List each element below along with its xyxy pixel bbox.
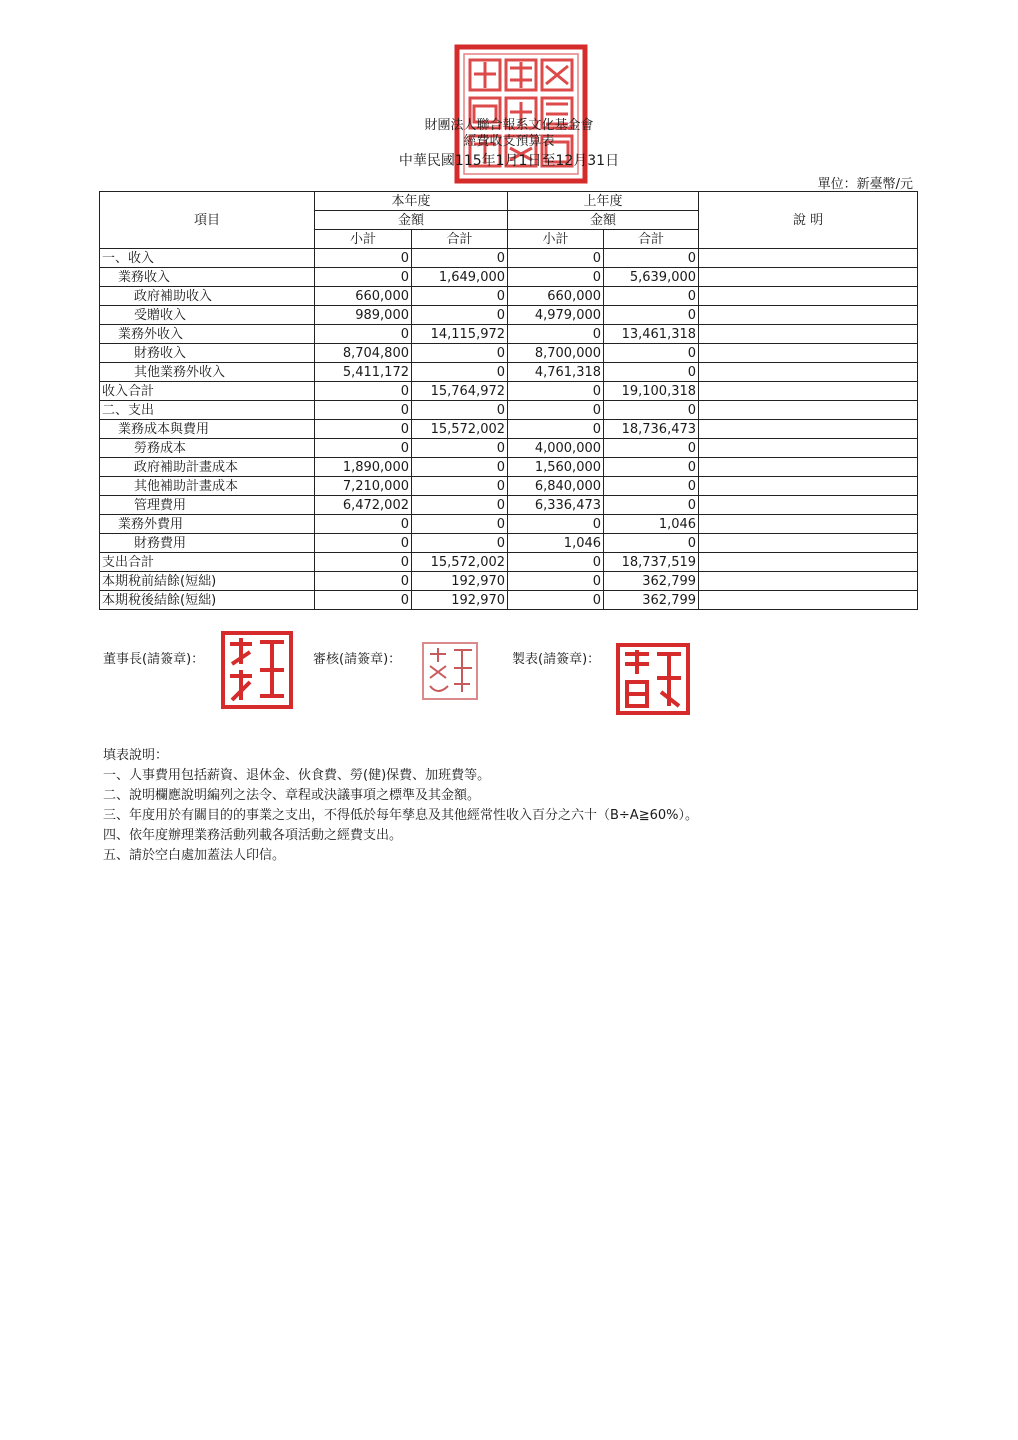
prev-subtotal: 0: [508, 515, 604, 534]
prev-total: 13,461,318: [604, 325, 699, 344]
table-row: [100, 591, 918, 610]
remark: [699, 477, 918, 496]
current-subtotal: 0: [315, 515, 412, 534]
prev-total: 1,046: [604, 515, 699, 534]
prev-total: 362,799: [604, 572, 699, 591]
header-amount-prev: 金額: [508, 211, 699, 230]
header-amount-current: 金額: [315, 211, 508, 230]
note-item-5: 五、請於空白處加蓋法人印信。: [103, 848, 286, 863]
remark: [699, 363, 918, 382]
current-total: 0: [412, 401, 508, 420]
header-subtotal-prev: 小計: [508, 230, 604, 249]
row-label: 支出合計: [100, 553, 315, 572]
table-row: [100, 458, 918, 477]
header-prev-year: 上年度: [508, 192, 699, 211]
chairman-sign-label: 董事長(請簽章)：: [103, 652, 205, 667]
prev-subtotal: 4,000,000: [508, 439, 604, 458]
prev-subtotal: 4,761,318: [508, 363, 604, 382]
current-total: 0: [412, 515, 508, 534]
current-total: 192,970: [412, 591, 508, 610]
prev-total: 0: [604, 534, 699, 553]
header-item: 項目: [100, 192, 315, 249]
note-item-2: 二、說明欄應說明編列之法令、章程或決議事項之標準及其金額。: [103, 788, 481, 803]
remark: [699, 439, 918, 458]
table-row: [100, 382, 918, 401]
table-row: [100, 515, 918, 534]
table-row: [100, 249, 918, 268]
remark: [699, 515, 918, 534]
current-total: 0: [412, 344, 508, 363]
remark: [699, 591, 918, 610]
remark: [699, 553, 918, 572]
current-total: 14,115,972: [412, 325, 508, 344]
prev-total: 0: [604, 401, 699, 420]
note-item-3: 三、年度用於有關目的的事業之支出，不得低於每年孳息及其他經常性收入百分之六十（B÷A≧60%）。: [103, 808, 698, 823]
row-label: 管理費用: [100, 496, 315, 515]
table-row: [100, 325, 918, 344]
table-row: [100, 363, 918, 382]
row-label: 業務外費用: [100, 515, 315, 534]
preparer-sign-label: 製表(請簽章)：: [512, 652, 601, 667]
remark: [699, 420, 918, 439]
preparer-seal: [615, 642, 691, 716]
prev-subtotal: 1,046: [508, 534, 604, 553]
remark: [699, 458, 918, 477]
current-total: 0: [412, 363, 508, 382]
notes-heading: 填表說明：: [103, 748, 169, 763]
note-item-1: 一、人事費用包括薪資、退休金、伙食費、勞(健)保費、加班費等。: [103, 768, 491, 783]
currency-unit: 單位：新臺幣/元: [817, 177, 913, 192]
remark: [699, 325, 918, 344]
prev-total: 0: [604, 287, 699, 306]
remark: [699, 287, 918, 306]
row-label: 勞務成本: [100, 439, 315, 458]
header-total-current: 合計: [412, 230, 508, 249]
prev-subtotal: 0: [508, 401, 604, 420]
remark: [699, 572, 918, 591]
current-subtotal: 0: [315, 268, 412, 287]
prev-total: 18,736,473: [604, 420, 699, 439]
current-subtotal: 0: [315, 534, 412, 553]
current-subtotal: 0: [315, 439, 412, 458]
current-subtotal: 1,890,000: [315, 458, 412, 477]
table-row: [100, 496, 918, 515]
table-row: [100, 401, 918, 420]
current-total: 15,572,002: [412, 553, 508, 572]
current-total: 0: [412, 534, 508, 553]
prev-total: 5,639,000: [604, 268, 699, 287]
prev-subtotal: 0: [508, 591, 604, 610]
prev-total: 18,737,519: [604, 553, 699, 572]
remark: [699, 344, 918, 363]
row-label: 其他補助計畫成本: [100, 477, 315, 496]
remark: [699, 249, 918, 268]
prev-subtotal: 8,700,000: [508, 344, 604, 363]
table-row: [100, 287, 918, 306]
current-total: 0: [412, 496, 508, 515]
budget-table: [99, 191, 918, 610]
prev-total: 0: [604, 439, 699, 458]
prev-subtotal: 0: [508, 420, 604, 439]
current-total: 0: [412, 458, 508, 477]
header-subtotal-current: 小計: [315, 230, 412, 249]
current-subtotal: 0: [315, 553, 412, 572]
current-subtotal: 0: [315, 572, 412, 591]
current-total: 0: [412, 477, 508, 496]
current-subtotal: 7,210,000: [315, 477, 412, 496]
current-subtotal: 989,000: [315, 306, 412, 325]
row-label: 一、收入: [100, 249, 315, 268]
table-row: [100, 553, 918, 572]
row-label: 其他業務外收入: [100, 363, 315, 382]
row-label: 收入合計: [100, 382, 315, 401]
chairman-seal: [220, 630, 294, 710]
prev-subtotal: 0: [508, 572, 604, 591]
row-label: 政府補助計畫成本: [100, 458, 315, 477]
row-label: 受贈收入: [100, 306, 315, 325]
prev-subtotal: 6,336,473: [508, 496, 604, 515]
current-total: 1,649,000: [412, 268, 508, 287]
row-label: 業務外收入: [100, 325, 315, 344]
current-subtotal: 8,704,800: [315, 344, 412, 363]
row-label: 財務費用: [100, 534, 315, 553]
current-total: 0: [412, 306, 508, 325]
table-row: [100, 572, 918, 591]
header-remark: 說 明: [699, 192, 918, 249]
row-label: 政府補助收入: [100, 287, 315, 306]
current-total: 15,764,972: [412, 382, 508, 401]
prev-total: 0: [604, 249, 699, 268]
document-title: 經費收支預算表: [463, 134, 555, 149]
organization-name: 財團法人聯合報系文化基金會: [424, 118, 594, 133]
current-total: 15,572,002: [412, 420, 508, 439]
table-row: [100, 477, 918, 496]
header-current-year: 本年度: [315, 192, 508, 211]
table-row: [100, 344, 918, 363]
note-item-4: 四、依年度辦理業務活動列載各項活動之經費支出。: [103, 828, 403, 843]
current-subtotal: 0: [315, 591, 412, 610]
current-subtotal: 660,000: [315, 287, 412, 306]
budget-period: 中華民國115年1月1日至12月31日: [398, 153, 620, 169]
reviewer-sign-label: 審核(請簽章)：: [313, 652, 402, 667]
prev-subtotal: 1,560,000: [508, 458, 604, 477]
table-row: [100, 268, 918, 287]
current-total: 0: [412, 287, 508, 306]
table-row: [100, 306, 918, 325]
prev-total: 0: [604, 496, 699, 515]
prev-subtotal: 0: [508, 553, 604, 572]
current-total: 192,970: [412, 572, 508, 591]
current-total: 0: [412, 439, 508, 458]
prev-subtotal: 0: [508, 268, 604, 287]
prev-total: 0: [604, 363, 699, 382]
prev-total: 19,100,318: [604, 382, 699, 401]
notes-section: [103, 746, 698, 866]
current-subtotal: 0: [315, 401, 412, 420]
row-label: 財務收入: [100, 344, 315, 363]
current-subtotal: 0: [315, 249, 412, 268]
prev-subtotal: 0: [508, 382, 604, 401]
prev-total: 0: [604, 458, 699, 477]
remark: [699, 401, 918, 420]
table-row: [100, 534, 918, 553]
prev-total: 0: [604, 306, 699, 325]
prev-subtotal: 0: [508, 325, 604, 344]
remark: [699, 534, 918, 553]
current-subtotal: 0: [315, 325, 412, 344]
remark: [699, 268, 918, 287]
row-label: 業務收入: [100, 268, 315, 287]
prev-subtotal: 4,979,000: [508, 306, 604, 325]
current-subtotal: 0: [315, 420, 412, 439]
reviewer-seal: [420, 640, 480, 702]
current-subtotal: 5,411,172: [315, 363, 412, 382]
current-total: 0: [412, 249, 508, 268]
table-row: [100, 420, 918, 439]
remark: [699, 382, 918, 401]
prev-subtotal: 660,000: [508, 287, 604, 306]
table-row: [100, 439, 918, 458]
prev-total: 362,799: [604, 591, 699, 610]
prev-subtotal: 0: [508, 249, 604, 268]
remark: [699, 306, 918, 325]
header-total-prev: 合計: [604, 230, 699, 249]
prev-subtotal: 6,840,000: [508, 477, 604, 496]
prev-total: 0: [604, 344, 699, 363]
row-label: 二、支出: [100, 401, 315, 420]
row-label: 本期稅前結餘(短絀): [100, 572, 315, 591]
current-subtotal: 6,472,002: [315, 496, 412, 515]
row-label: 業務成本與費用: [100, 420, 315, 439]
prev-total: 0: [604, 477, 699, 496]
current-subtotal: 0: [315, 382, 412, 401]
remark: [699, 496, 918, 515]
row-label: 本期稅後結餘(短絀): [100, 591, 315, 610]
